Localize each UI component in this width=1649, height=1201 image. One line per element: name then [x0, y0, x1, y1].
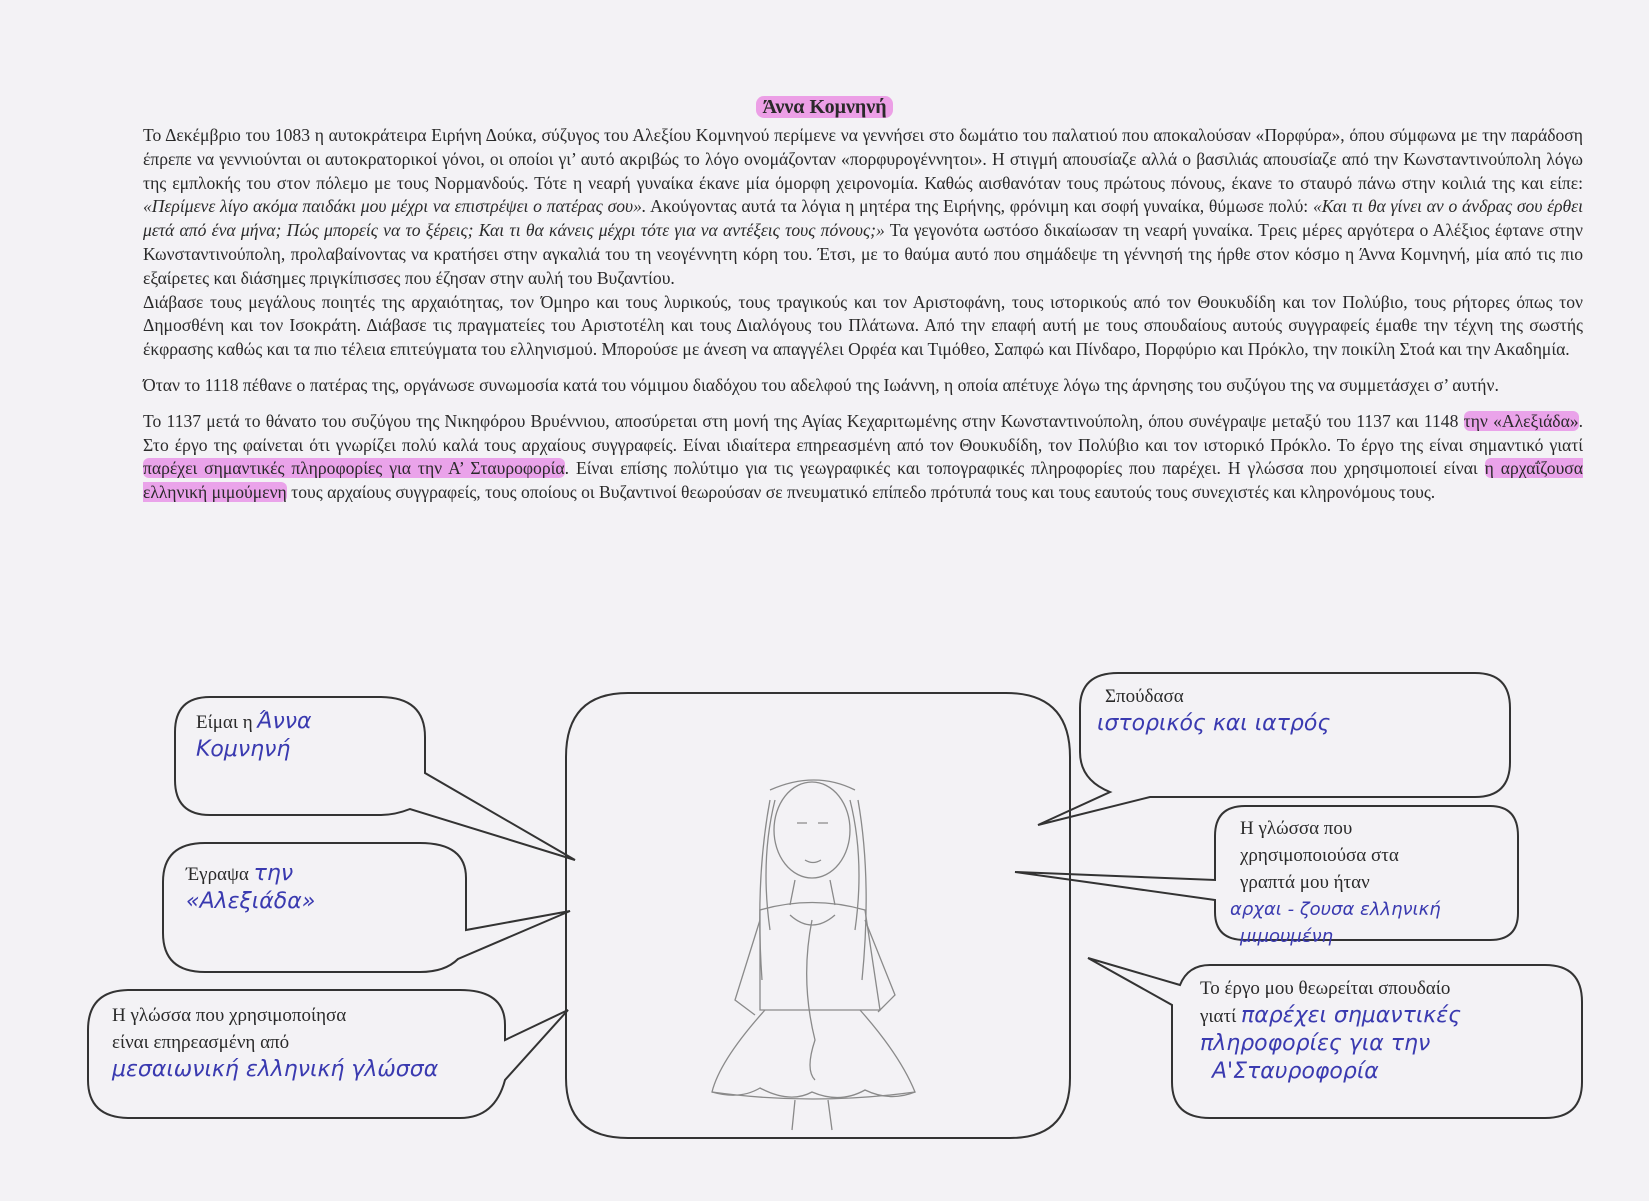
paragraph-alexiad: Το 1137 μετά το θάνατο του συζύγου της Νικηφόρου Βρυέννιου, αποσύρεται στη μονή της Αγίας Κεχαριτωμένης στην Κωνσταντινούπολη, όπου συνέγραψε μεταξύ του 1137 και 1148 την «Αλεξιάδα». Στο έργο της φαίνεται ότι γνωρίζει πολύ καλά τους αρχαίους συγγραφείς. Είναι ιδιαίτερα επηρεασμένη από τον Θουκυδίδη, τον Πολύβιο και τον ιστορικό Πρόκλο. Το έργο της είναι σημαντικό γιατί παρέχει σημαντικές πληροφορίες για την Α’ Σταυροφορία. Είναι επίσης πολύτιμο για τις γεωγραφικές και τοπογραφικές πληροφορίες που παρέχει. Η γλώσσα που χρησιμοποιεί είναι η αρχαΐζουσα ελληνική μιμούμενη τους αρχαίους συγγραφείς, τους οποίους οι Βυζαντινοί θεωρούσαν σε πνευματικό επίπεδο πρότυπά τους και τους εαυτούς τους συνεχιστές και κληρονόμους τους.: [143, 410, 1584, 503]
portrait-frame: [566, 693, 1070, 1138]
bubble-2-text: Έγραψα την «Αλεξιάδα»: [186, 861, 316, 914]
page-title: Άννα Κομνηνή: [0, 96, 1649, 119]
bubble-5-text: Η γλώσσα που χρησιμοποιούσα στα γραπτά μου ήταν αρχαι - ζουσα ελληνική μιμουμένη: [1230, 818, 1441, 947]
paragraph-education: Διάβασε τους μεγάλους ποιητές της αρχαιότητας, τον Όμηρο και τους λυρικούς, τους τραγικούς και τον Αριστοφάνη, τους ιστορικούς από τον Θουκυδίδη και τον Πολύβιο, τους ρήτορες όπως τον Δημοσθένη και τον Ισοκράτη. Διάβασε τις πραγματείες του Αριστοτέλη και τους Διαλόγους του Πλάτωνα. Από την επαφή αυτή με τους σπουδαίους αυτούς συγγραφείς έμαθε την τέχνη της σωστής έκφρασης καθώς και τα πιο τέλεια επιτεύγματα του ελληνισμού. Μπορούσε με άνεση να απαγγέλει Ορφέα και Τιμόθεο, Σαπφώ και Πίνδαρο, Πορφύριο και Πρόκλο, την ποικίλη Στοά και την Ακαδημία.: [143, 291, 1583, 360]
princess-sketch: [712, 780, 915, 1130]
paragraph-birth: Το Δεκέμβριο του 1083 η αυτοκράτειρα Ειρήνη Δούκα, σύζυγος του Αλεξίου Κομνηνού περίμενε να γεννήσει στο δωμάτιο του παλατιού που αποκαλούσαν «Πορφύρα», όπου σύμφωνα με την παράδοση έπρεπε να γεννιούνται οι αυτοκρατορικοί γόνοι, οι οποίοι γι’ αυτό ακριβώς το λόγο ονομάζονταν «πορφυρογέννητοι». Η στιγμή απουσίαζε αλλά ο βασιλιάς απουσίαζε από την Κωνσταντινούπολη λόγω της εμπλοκής του στον πόλεμο με τους Νορμανδούς. Τότε η νεαρή γυναίκα έκανε μία όμορφη χειρονομία. Καθώς αισθανόταν τους πρώτους πόνους, έκανε το σταυρό πάνω στην κοιλιά της και είπε: «Περίμενε λίγο ακόμα παιδάκι μου μέχρι να επιστρέψει ο πατέρας σου». Ακούγοντας αυτά τα λόγια η μητέρα της Ειρήνης, φρόνιμη και σοφή γυναίκα, θύμωσε πολύ: «Και τι θα γίνει αν ο άνδρας σου έρθει μετά από ένα μήνα; Πώς μπορείς να το ξέρεις; Και τι θα κάνεις μέχρι τότε για να αντέξεις τους πόνους;» Τα γεγονότα ωστόσο δικαίωσαν τη νεαρή γυναίκα. Τρεις μέρες αργότερα ο Αλέξιος έφτανε στην Κωνσταντινούπολη, προλαβαίνοντας να κρατήσει στην αγκαλιά του τη νεογέννητη κόρη του. Έτσι, με το θαύμα αυτό που σημάδεψε τη γέννησή της ήρθε στον κόσμο η Άννα Κομνηνή, μία από τις πιο εξαίρετες και διάσημες πριγκίπισσες που έζησαν στην αυλή του Βυζαντίου.: [143, 125, 1583, 288]
article-text: [143, 124, 1583, 505]
paragraph-conspiracy: Όταν το 1118 πέθανε ο πατέρας της, οργάνωσε συνωμοσία κατά του νόμιμου διαδόχου του αδελφού της Ιωάννη, η οποία απέτυχε λόγω της άρνησης του συζύγου της να συμμετάσχει σ’ αυτήν.: [143, 374, 1499, 395]
bubble-6-text: Το έργο μου θεωρείται σπουδαίο γιατί παρέχει σημαντικές πληροφορίες για την Α'Σταυροφορία: [1200, 978, 1462, 1084]
bubble-4-text: Σπούδασα ιστορικός και ιατρός: [1097, 686, 1331, 736]
bubble-3-text: Η γλώσσα που χρησιμοποίησα είναι επηρεασμένη από μεσαιωνική ελληνική γλώσσα: [112, 1005, 439, 1082]
bubble-1-text: Είμαι η Άννα Κομνηνή: [196, 709, 312, 762]
